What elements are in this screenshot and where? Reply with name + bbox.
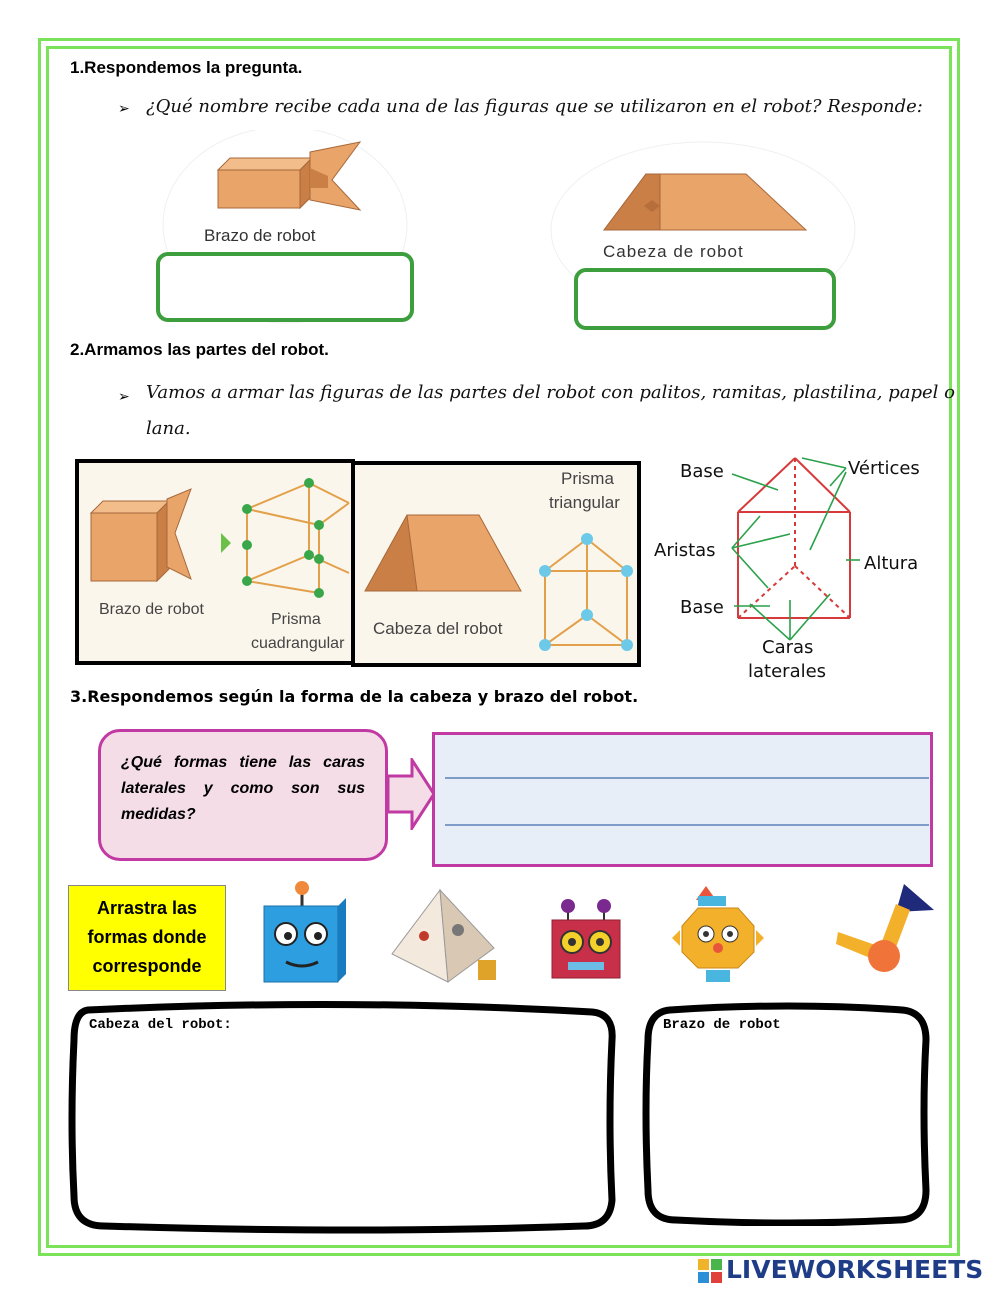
diagram-label-aristas: Aristas bbox=[654, 540, 716, 561]
head-drop-zone[interactable] bbox=[64, 1000, 620, 1236]
answer-line-2-input[interactable] bbox=[445, 793, 927, 825]
diagram-label-altura: Altura bbox=[864, 553, 919, 574]
drag-instruction bbox=[68, 885, 226, 991]
photo1-label-type: cuadrangular bbox=[251, 635, 345, 652]
head-answer-input[interactable] bbox=[578, 272, 832, 326]
diagram-label-caras: Caras bbox=[762, 637, 814, 658]
photo1-label-arm: Brazo de robot bbox=[99, 601, 204, 618]
pyramid-robot-draggable[interactable] bbox=[386, 888, 502, 984]
prism-quadrangular-image bbox=[79, 463, 351, 661]
diagram-label-base-bottom: Base bbox=[680, 597, 724, 618]
bullet-icon: ➢ bbox=[118, 100, 130, 116]
prism-quadrangular-photo bbox=[75, 459, 355, 665]
red-box-robot-draggable[interactable] bbox=[546, 896, 626, 982]
diagram-label-base-top: Base bbox=[680, 461, 724, 482]
section2-instruction-line1: Vamos a armar las figuras de las partes del robot con palitos, ramitas, plastilina, papel o bbox=[146, 382, 955, 403]
arrow-right-icon bbox=[386, 758, 436, 830]
drag-instruction-line2: formas donde bbox=[87, 927, 207, 947]
head-drop-label: Cabeza del robot: bbox=[89, 1017, 232, 1033]
rule-line bbox=[445, 824, 929, 826]
photo2-label-prism: Prisma bbox=[561, 469, 614, 488]
prism-triangular-photo bbox=[351, 461, 641, 667]
answer-lines-box bbox=[432, 732, 933, 867]
arm-drop-label: Brazo de robot bbox=[663, 1017, 781, 1033]
section3-heading: 3.Respondemos según la forma de la cabeza y brazo del robot. bbox=[70, 687, 639, 706]
arm-drop-zone[interactable] bbox=[640, 1000, 934, 1226]
liveworksheets-logo-icon bbox=[698, 1259, 724, 1283]
section2-heading: 2.Armamos las partes del robot. bbox=[70, 340, 329, 359]
photo2-label-type: triangular bbox=[549, 493, 620, 512]
question-bubble: ¿Qué formas tiene las caras laterales y como son sus medidas? bbox=[98, 729, 388, 861]
head-figure-label: Cabeza de robot bbox=[603, 242, 744, 261]
blue-cube-robot-draggable[interactable] bbox=[262, 878, 348, 986]
octagon-robot-draggable[interactable] bbox=[668, 882, 768, 984]
diagram-label-vertices: Vértices bbox=[848, 458, 920, 479]
photo1-label-prism: Prisma bbox=[271, 611, 321, 628]
section1-question: ¿Qué nombre recibe cada una de las figuras que se utilizaron en el robot? Responde: bbox=[146, 96, 923, 117]
answer-line-1[interactable] bbox=[445, 747, 927, 779]
rule-line bbox=[445, 777, 929, 779]
photo2-label-head: Cabeza del robot bbox=[373, 619, 503, 638]
diagram-label-laterales: laterales bbox=[748, 661, 827, 682]
head-answer-box[interactable] bbox=[574, 268, 836, 330]
drag-instruction-line1: Arrastra las bbox=[96, 898, 198, 918]
answer-line-1-input[interactable] bbox=[445, 747, 927, 779]
drag-instruction-line3: corresponde bbox=[92, 956, 202, 976]
arm-figure-label: Brazo de robot bbox=[204, 226, 316, 245]
answer-line-2[interactable] bbox=[445, 793, 927, 825]
section2-instruction-line2: lana. bbox=[146, 418, 191, 439]
arm-answer-input[interactable] bbox=[160, 256, 410, 318]
bullet-icon: ➢ bbox=[118, 388, 130, 404]
arm-shape-draggable[interactable] bbox=[834, 880, 938, 976]
liveworksheets-logo-text: LIVEWORKSHEETS bbox=[726, 1255, 984, 1284]
arm-answer-box[interactable] bbox=[156, 252, 414, 322]
section1-heading: 1.Respondemos la pregunta. bbox=[70, 58, 303, 77]
